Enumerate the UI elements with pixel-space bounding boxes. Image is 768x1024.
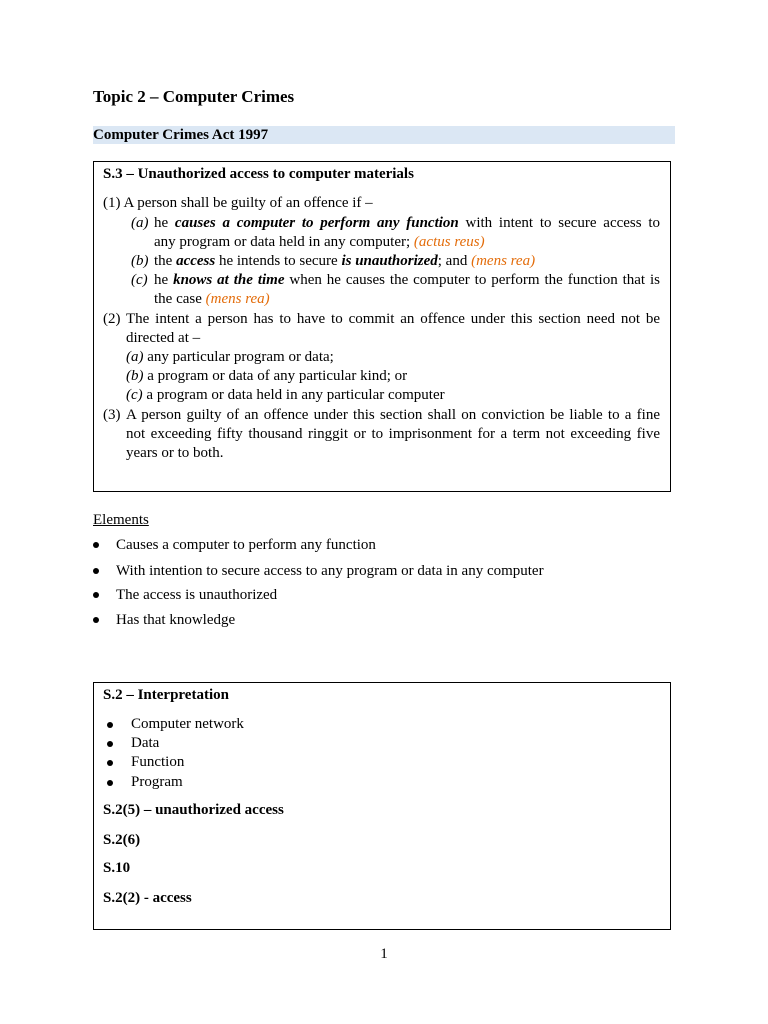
list-item: Causes a computer to perform any function xyxy=(116,537,376,553)
subsection-number: (2) xyxy=(103,311,121,327)
section-3-heading: S.3 – Unauthorized access to computer materials xyxy=(103,166,414,182)
list-item: Function xyxy=(131,754,185,770)
para-2a: (a) any particular program or data; xyxy=(126,349,334,365)
page-number: 1 xyxy=(380,946,388,962)
para-1c-line-1: he knows at the time when he causes the computer to perform the function that is xyxy=(154,272,660,288)
mens-rea-note: (mens rea) xyxy=(471,253,536,269)
reference: S.2(5) – unauthorized access xyxy=(103,802,284,818)
subsection-number: (1) xyxy=(103,195,121,211)
para-1a-line-2: any program or data held in any computer; (actus reus) xyxy=(154,234,485,250)
reference: S.2(6) xyxy=(103,832,141,848)
page-title: Topic 2 – Computer Crimes xyxy=(93,87,295,106)
para-1a-line-1: he causes a computer to perform any function with intent to secure access to xyxy=(154,215,661,231)
list-item: The access is unauthorized xyxy=(116,587,278,603)
para-2b: (b) a program or data of any particular kind; or xyxy=(126,368,408,384)
reference: S.10 xyxy=(103,860,131,876)
mens-rea-note: (mens rea) xyxy=(205,291,270,307)
subsection-3-line-1: A person guilty of an offence under this section shall on conviction be liable to a fine xyxy=(126,407,660,423)
section-3-box xyxy=(93,161,671,492)
bullet-icon xyxy=(107,741,113,747)
elements-heading: Elements xyxy=(93,512,149,528)
list-item: Computer network xyxy=(131,716,244,732)
subsection-2-line-1: The intent a person has to have to commit an offence under this section need not be xyxy=(126,311,660,327)
actus-reus-note: (actus reus) xyxy=(413,234,485,250)
section-2-heading: S.2 – Interpretation xyxy=(103,687,229,703)
reference: S.2(2) - access xyxy=(103,890,192,906)
bullet-icon xyxy=(107,722,113,728)
para-2c: (c) a program or data held in any particular computer xyxy=(126,387,445,403)
subsection-2-line-2: directed at – xyxy=(126,330,201,346)
bullet-icon xyxy=(93,568,99,574)
para-1b: the access he intends to secure is unauthorized; and (mens rea) xyxy=(154,253,536,269)
bullet-icon xyxy=(93,592,99,598)
list-item: Program xyxy=(131,774,183,790)
list-item: With intention to secure access to any program or data in any computer xyxy=(116,563,544,579)
para-1c-line-2: the case (mens rea) xyxy=(154,291,270,307)
list-item: Data xyxy=(131,735,160,751)
subsection-3-line-3: years or to both. xyxy=(126,445,224,461)
act-title: Computer Crimes Act 1997 xyxy=(93,127,269,143)
para-label: (b) xyxy=(131,253,149,269)
list-item: Has that knowledge xyxy=(116,612,236,628)
bullet-icon xyxy=(93,542,99,548)
subsection-3-line-2: not exceeding fifty thousand ringgit or to imprisonment for a term not exceeding five xyxy=(126,426,660,442)
section-2-box xyxy=(93,682,671,930)
subsection-intro: A person shall be guilty of an offence if – xyxy=(123,195,373,211)
bullet-icon xyxy=(107,780,113,786)
bullet-icon xyxy=(93,617,99,623)
para-label: (a) xyxy=(131,215,149,231)
subsection-number: (3) xyxy=(103,407,121,423)
para-label: (c) xyxy=(131,272,148,288)
subsection-1 xyxy=(103,194,373,213)
bullet-icon xyxy=(107,760,113,766)
